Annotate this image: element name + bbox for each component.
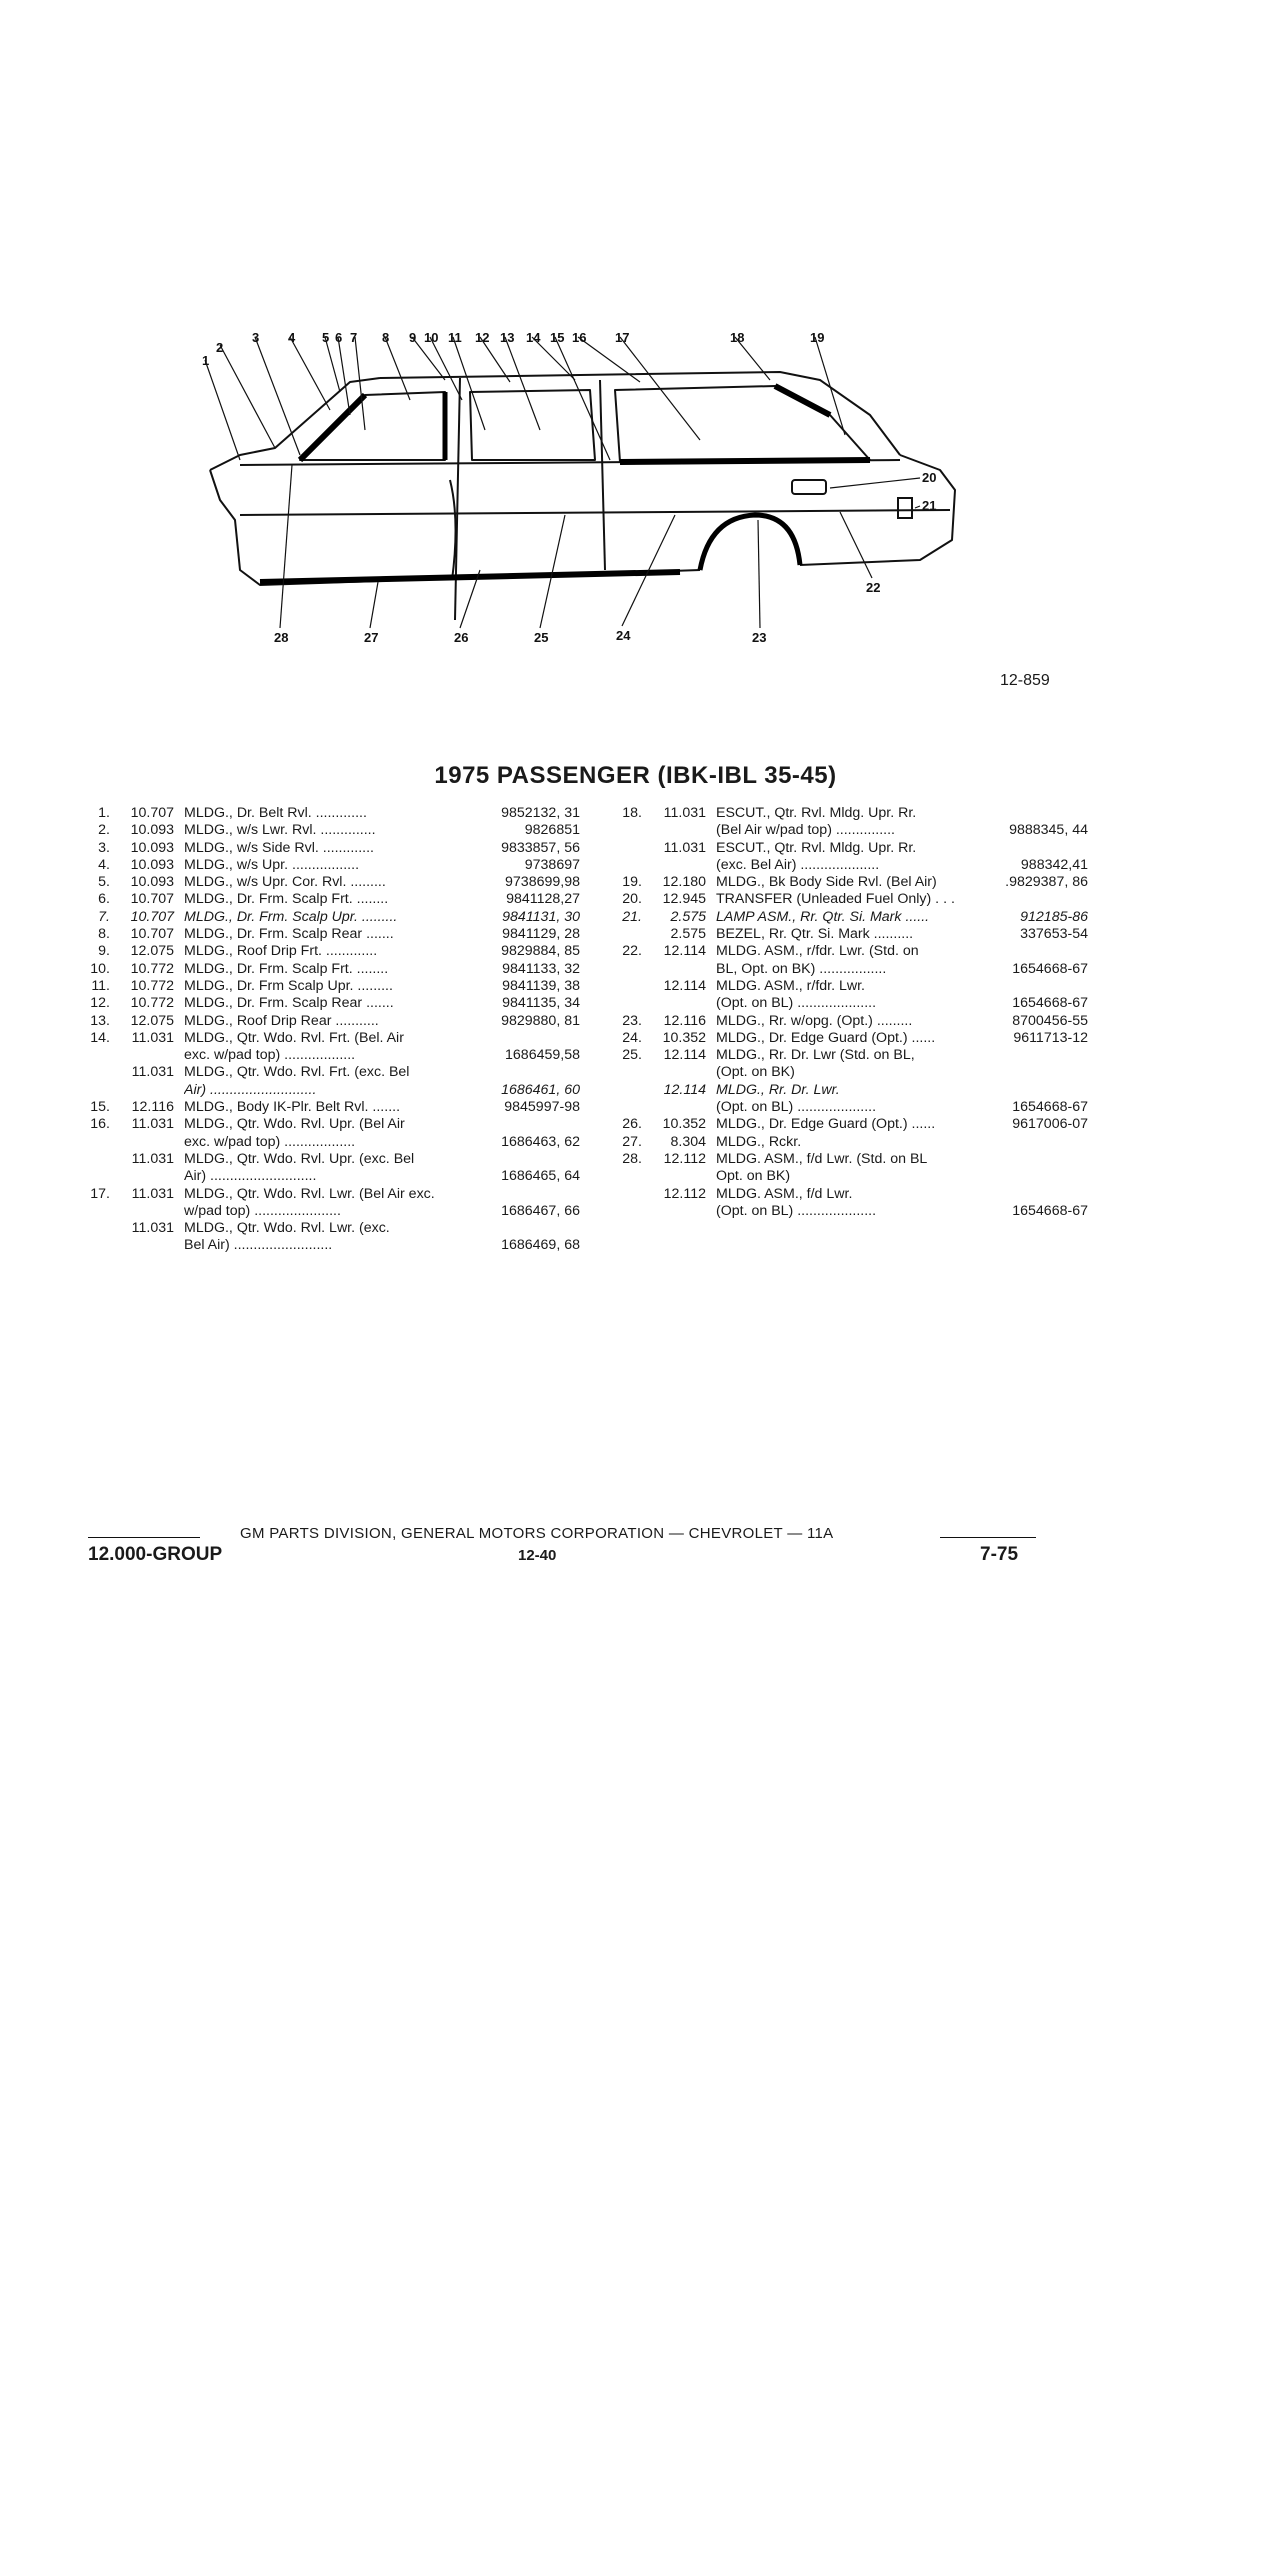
section-heading: 1975 PASSENGER (IBK-IBL 35-45) — [434, 762, 837, 789]
parts-list-entry — [592, 943, 1088, 960]
part-number: 1686459,58 — [505, 1047, 580, 1064]
part-number: 9841129, 28 — [502, 926, 580, 943]
parts-list-entry — [60, 1220, 580, 1237]
part-description: Air) ........................... — [184, 1081, 317, 1098]
group-code: 11.031 — [131, 1220, 174, 1237]
entry-number — [60, 1203, 116, 1220]
callout-1: 1 — [202, 353, 210, 368]
entry-number: 25. — [622, 1047, 642, 1064]
group-code: 2.575 — [670, 908, 706, 925]
group-code: 10.093 — [130, 822, 174, 839]
parts-list-entry — [592, 909, 1088, 926]
group-code — [116, 1237, 184, 1254]
entry-number — [60, 1064, 116, 1081]
part-description: MLDG., Rr. w/opg. (Opt.) ......... — [716, 1012, 913, 1029]
entry-number — [592, 857, 648, 874]
parts-list-entry — [592, 891, 1088, 908]
part-description: MLDG. ASM., r/fdr. Lwr. (Std. on — [716, 943, 919, 960]
group-code: 10.707 — [130, 891, 174, 908]
group-code: 12.075 — [130, 943, 174, 960]
entry-number: 12. — [90, 995, 110, 1012]
parts-list-entry — [592, 995, 1088, 1012]
parts-list-entry — [60, 1203, 580, 1220]
callout-18: 18 — [730, 330, 745, 345]
part-number: 9829884, 85 — [501, 943, 580, 960]
part-description: exc. w/pad top) .................. — [184, 1133, 356, 1150]
part-description: MLDG., Qtr. Wdo. Rvl. Upr. (exc. Bel — [184, 1150, 415, 1167]
part-description: MLDG., Dr. Edge Guard (Opt.) ...... — [716, 1116, 936, 1133]
entry-number — [592, 840, 648, 857]
parts-list-entry — [60, 1168, 580, 1185]
parts-list-entry — [592, 1030, 1088, 1047]
entry-number: 13. — [90, 1012, 110, 1029]
callout-4: 4 — [288, 330, 296, 345]
group-code: 12.180 — [662, 874, 706, 891]
parts-list-entry — [592, 1134, 1088, 1151]
parts-list-right — [592, 805, 1088, 1220]
group-code: 12.114 — [663, 977, 706, 994]
entry-number: 14. — [90, 1029, 110, 1046]
parts-list-entry — [60, 909, 580, 926]
parts-list-entry — [592, 1099, 1088, 1116]
callout-5: 5 — [322, 330, 330, 345]
part-description: MLDG., Qtr. Wdo. Rvl. Frt. (Bel. Air — [184, 1029, 404, 1046]
parts-list-entry — [592, 926, 1088, 943]
part-number: 9841128,27 — [506, 891, 580, 908]
part-number: 9841135, 34 — [502, 995, 580, 1012]
group-code — [648, 995, 716, 1012]
entry-number: 3. — [98, 839, 110, 856]
part-description: MLDG., Bk Body Side Rvl. (Bel Air) — [716, 874, 937, 891]
group-code: 10.707 — [130, 805, 174, 821]
entry-number: 1. — [98, 805, 110, 821]
callout-23: 23 — [752, 630, 767, 645]
group-code: 10.707 — [130, 908, 174, 925]
part-description: MLDG., Qtr. Wdo. Rvl. Lwr. (exc. — [184, 1220, 390, 1237]
part-number: 1654668-67 — [1012, 1202, 1088, 1219]
parts-list-entry — [592, 1168, 1088, 1185]
entry-number: 22. — [622, 943, 642, 960]
callout-26: 26 — [454, 630, 469, 645]
group-code: 11.031 — [131, 1150, 174, 1167]
part-description: w/pad top) ...................... — [184, 1202, 341, 1219]
group-code: 10.093 — [130, 839, 174, 856]
parts-list-entry — [592, 1047, 1088, 1064]
parts-list-entry — [60, 1116, 580, 1133]
parts-list-entry — [592, 1013, 1088, 1030]
footer-rule-left — [88, 1537, 200, 1538]
footer-page-number: 12-40 — [518, 1547, 557, 1564]
entry-number: 18. — [622, 805, 642, 821]
part-description: MLDG., Rr. Dr. Lwr (Std. on BL, — [716, 1047, 915, 1064]
group-code: 8.304 — [670, 1133, 706, 1150]
entry-number: 24. — [622, 1029, 642, 1046]
parts-list-entry — [60, 805, 580, 822]
group-code — [116, 1168, 184, 1185]
footer-group: 12.000-GROUP — [88, 1544, 223, 1565]
parts-list-entry — [60, 1186, 580, 1203]
group-code — [648, 822, 716, 839]
part-description: BL, Opt. on BK) ................. — [716, 960, 887, 977]
part-number: 9617006-07 — [1012, 1116, 1088, 1133]
parts-list-entry — [592, 840, 1088, 857]
part-description: MLDG., Qtr. Wdo. Rvl. Upr. (Bel Air — [184, 1116, 405, 1133]
part-description: (Opt. on BL) .................... — [716, 995, 877, 1012]
part-number: 1654668-67 — [1012, 995, 1088, 1012]
entry-number — [592, 1168, 648, 1185]
callout-10: 10 — [424, 330, 439, 345]
group-code: 2.575 — [670, 926, 706, 943]
group-code: 12.114 — [663, 1081, 706, 1098]
group-code — [648, 1099, 716, 1116]
parts-list-entry — [60, 1064, 580, 1081]
callout-3: 3 — [252, 330, 260, 345]
entry-number: 23. — [622, 1012, 642, 1029]
parts-list-entry — [60, 822, 580, 839]
entry-number — [60, 1168, 116, 1185]
entry-number — [60, 1151, 116, 1168]
figure-id: 12-859 — [1000, 672, 1050, 689]
part-description: MLDG., Body IK-Plr. Belt Rvl. ....... — [184, 1099, 401, 1116]
parts-list-entry — [60, 857, 580, 874]
part-description: MLDG., Dr. Edge Guard (Opt.) ...... — [716, 1029, 936, 1046]
group-code: 10.772 — [130, 977, 174, 994]
parts-list-entry — [592, 822, 1088, 839]
part-number: 9833857, 56 — [501, 839, 580, 856]
part-number: 988342,41 — [1020, 856, 1088, 873]
entry-number: 19. — [622, 874, 642, 891]
callout-12: 12 — [475, 330, 490, 345]
part-description: MLDG., Qtr. Wdo. Rvl. Frt. (exc. Bel — [184, 1064, 410, 1081]
callout-14: 14 — [526, 330, 541, 345]
parts-list-entry — [60, 1134, 580, 1151]
group-code: 10.707 — [130, 926, 174, 943]
entry-number — [592, 822, 648, 839]
callout-19: 19 — [810, 330, 825, 345]
group-code: 11.031 — [663, 805, 706, 821]
moldings-highlight — [260, 386, 870, 582]
part-number: 9738697 — [524, 856, 580, 873]
part-number: 1686469, 68 — [501, 1237, 580, 1254]
parts-list-entry — [60, 1047, 580, 1064]
parts-list-entry — [592, 978, 1088, 995]
group-code — [116, 1082, 184, 1099]
entry-number — [60, 1134, 116, 1151]
callout-17: 17 — [615, 330, 630, 345]
entry-number: 11. — [91, 977, 110, 994]
parts-list-entry — [60, 1082, 580, 1099]
group-code: 12.114 — [663, 943, 706, 960]
part-number: 9829880, 81 — [501, 1012, 580, 1029]
parts-list-entry — [592, 805, 1088, 822]
callout-16: 16 — [572, 330, 587, 345]
entry-number: 20. — [622, 891, 642, 908]
group-code: 12.112 — [663, 1150, 706, 1167]
part-description: exc. w/pad top) .................. — [184, 1047, 356, 1064]
parts-list-entry — [60, 995, 580, 1012]
part-description: MLDG., Roof Drip Rear ........... — [184, 1012, 379, 1029]
entry-number — [592, 961, 648, 978]
part-number: 1654668-67 — [1012, 1099, 1088, 1116]
parts-list-entry — [60, 961, 580, 978]
entry-number — [592, 926, 648, 943]
callout-9: 9 — [409, 330, 417, 345]
part-description: MLDG. ASM., f/d Lwr. (Std. on BL — [716, 1150, 928, 1167]
entry-number: 27. — [622, 1133, 642, 1150]
part-description: MLDG., Dr. Frm. Scalp Frt. ........ — [184, 891, 389, 908]
part-number: 1686463, 62 — [501, 1133, 580, 1150]
parts-list-entry — [592, 1186, 1088, 1203]
group-code: 12.945 — [662, 891, 706, 908]
part-description: MLDG., Dr. Belt Rvl. ............. — [184, 805, 367, 821]
group-code — [648, 1168, 716, 1185]
parts-list-entry — [592, 1082, 1088, 1099]
part-number: 337653-54 — [1020, 926, 1088, 943]
entry-number: 17. — [90, 1185, 110, 1202]
part-number: 9826851 — [524, 822, 580, 839]
entry-number — [592, 1186, 648, 1203]
entry-number: 2. — [98, 822, 110, 839]
callout-7: 7 — [350, 330, 358, 345]
part-description: MLDG., Qtr. Wdo. Rvl. Lwr. (Bel Air exc. — [184, 1185, 435, 1202]
parts-list-entry — [60, 874, 580, 891]
parts-list-entry — [60, 840, 580, 857]
part-number: 9845997-98 — [504, 1099, 580, 1116]
callout-20: 20 — [922, 470, 937, 485]
callout-21: 21 — [922, 498, 937, 513]
entry-number: 28. — [622, 1150, 642, 1167]
part-description: MLDG., Dr. Frm. Scalp Rear ....... — [184, 926, 394, 943]
parts-list-entry — [60, 891, 580, 908]
entry-number — [592, 1203, 648, 1220]
footer-division: GM PARTS DIVISION, GENERAL MOTORS CORPORATION — CHEVROLET — 11A — [240, 1525, 834, 1542]
part-description: MLDG., w/s Upr. ................. — [184, 856, 360, 873]
part-number: 9611713-12 — [1013, 1029, 1088, 1046]
group-code — [116, 1203, 184, 1220]
part-description: MLDG., Rr. Dr. Lwr. — [716, 1081, 840, 1098]
part-description: Opt. on BK) — [716, 1168, 791, 1185]
entry-number: 15. — [90, 1099, 110, 1116]
callout-24: 24 — [616, 628, 631, 643]
parts-list-entry — [592, 874, 1088, 891]
parts-list-entry — [592, 857, 1088, 874]
parts-list-entry — [592, 1203, 1088, 1220]
group-code: 12.075 — [130, 1012, 174, 1029]
entry-number: 6. — [98, 891, 110, 908]
part-number: 8700456-55 — [1012, 1012, 1088, 1029]
entry-number — [60, 1220, 116, 1237]
callout-27: 27 — [364, 630, 379, 645]
part-description: MLDG., Dr. Frm. Scalp Rear ....... — [184, 995, 394, 1012]
group-code: 11.031 — [131, 1029, 174, 1046]
group-code: 11.031 — [131, 1064, 174, 1081]
part-description: MLDG., Dr. Frm. Scalp Upr. ......... — [184, 908, 398, 925]
part-description: BEZEL, Rr. Qtr. Si. Mark .......... — [716, 926, 914, 943]
part-description: ESCUT., Qtr. Rvl. Mldg. Upr. Rr. — [716, 839, 917, 856]
part-description: MLDG., Roof Drip Frt. ............. — [184, 943, 378, 960]
part-description: MLDG. ASM., r/fdr. Lwr. — [716, 977, 866, 994]
entry-number: 16. — [90, 1116, 110, 1133]
part-description: (Bel Air w/pad top) ............... — [716, 822, 895, 839]
part-number: 1686461, 60 — [501, 1081, 580, 1098]
part-description: ESCUT., Qtr. Rvl. Mldg. Upr. Rr. — [716, 805, 917, 821]
part-description: MLDG., Dr. Frm. Scalp Frt. ........ — [184, 960, 389, 977]
part-number: 9888345, 44 — [1009, 822, 1088, 839]
part-number: 9852132, 31 — [501, 805, 580, 821]
entry-number: 10. — [90, 960, 110, 977]
part-number: 9841131, 30 — [502, 908, 580, 925]
part-description: LAMP ASM., Rr. Qtr. Si. Mark ...... — [716, 908, 930, 925]
group-code: 12.114 — [663, 1047, 706, 1064]
group-code: 12.112 — [663, 1185, 706, 1202]
parts-list-entry — [592, 1151, 1088, 1168]
group-code: 11.031 — [131, 1116, 174, 1133]
group-code: 10.093 — [130, 856, 174, 873]
parts-list-entry — [60, 1013, 580, 1030]
group-code — [648, 961, 716, 978]
callout-25: 25 — [534, 630, 549, 645]
group-code: 11.031 — [131, 1185, 174, 1202]
callout-8: 8 — [382, 330, 390, 345]
entry-number: 7. — [98, 908, 110, 925]
part-number: 1686465, 64 — [501, 1168, 580, 1185]
entry-number — [592, 995, 648, 1012]
entry-number: 26. — [622, 1116, 642, 1133]
part-description: MLDG. ASM., f/d Lwr. — [716, 1185, 853, 1202]
footer-rule-right — [940, 1537, 1036, 1538]
part-number: 9841133, 32 — [502, 960, 580, 977]
side-marker-lamp — [898, 498, 912, 518]
parts-list-entry — [60, 1099, 580, 1116]
body-moldings-diagram — [180, 320, 1100, 680]
entry-number — [592, 1082, 648, 1099]
part-description: MLDG., Dr. Frm Scalp Upr. ......... — [184, 977, 393, 994]
part-description: Air) ........................... — [184, 1168, 317, 1185]
parts-list-left — [60, 805, 580, 1255]
parts-list-entry — [60, 1030, 580, 1047]
part-description: (exc. Bel Air) .................... — [716, 856, 880, 873]
callout-28: 28 — [274, 630, 289, 645]
group-code: 10.772 — [130, 960, 174, 977]
parts-list-entry — [60, 926, 580, 943]
parts-list-entry — [592, 1116, 1088, 1133]
entry-number: 5. — [98, 874, 110, 891]
entry-number — [60, 1047, 116, 1064]
callout-leaders — [205, 337, 920, 628]
part-description: Bel Air) ......................... — [184, 1237, 333, 1254]
entry-number: 21. — [622, 908, 642, 925]
callout-22: 22 — [866, 580, 881, 595]
part-number: 1654668-67 — [1012, 960, 1088, 977]
part-description: (Opt. on BL) .................... — [716, 1202, 877, 1219]
part-number: 9841139, 38 — [502, 977, 580, 994]
part-description: MLDG., w/s Side Rvl. ............. — [184, 839, 374, 856]
part-description: (Opt. on BL) .................... — [716, 1099, 877, 1116]
entry-number — [60, 1237, 116, 1254]
group-code — [116, 1134, 184, 1151]
entry-number: 8. — [98, 926, 110, 943]
callout-11: 11 — [448, 330, 462, 345]
part-description: MLDG., Rckr. — [716, 1133, 802, 1150]
callout-6: 6 — [335, 330, 343, 345]
part-number: .9829387, 86 — [1005, 874, 1088, 891]
part-description: (Opt. on BK) — [716, 1064, 795, 1081]
part-description: MLDG., w/s Lwr. Rvl. .............. — [184, 822, 376, 839]
group-code: 10.352 — [662, 1029, 706, 1046]
parts-list-entry — [60, 943, 580, 960]
part-description: TRANSFER (Unleaded Fuel Only) . . . — [716, 891, 955, 908]
group-code — [648, 857, 716, 874]
entry-number: 4. — [98, 856, 110, 873]
entry-number — [60, 1082, 116, 1099]
parts-list-entry — [60, 1151, 580, 1168]
group-code: 10.093 — [130, 874, 174, 891]
callout-13: 13 — [500, 330, 515, 345]
group-code — [648, 1064, 716, 1081]
part-description: MLDG., w/s Upr. Cor. Rvl. ......... — [184, 874, 386, 891]
part-number: 1686467, 66 — [501, 1202, 580, 1219]
entry-number — [592, 978, 648, 995]
fuel-transfer-mark — [792, 480, 826, 494]
entry-number — [592, 1099, 648, 1116]
entry-number: 9. — [98, 943, 110, 960]
callout-2: 2 — [216, 340, 224, 355]
group-code: 10.352 — [662, 1116, 706, 1133]
parts-list-entry — [60, 1237, 580, 1254]
group-code: 12.116 — [663, 1012, 706, 1029]
group-code: 10.772 — [130, 995, 174, 1012]
group-code: 12.116 — [131, 1099, 174, 1116]
group-code — [116, 1047, 184, 1064]
footer-date: 7-75 — [980, 1544, 1019, 1565]
parts-list-entry — [592, 961, 1088, 978]
callout-15: 15 — [550, 330, 565, 345]
part-number: 9738699,98 — [505, 874, 580, 891]
part-number: 912185-86 — [1020, 908, 1088, 925]
group-code — [648, 1203, 716, 1220]
parts-list-entry — [592, 1064, 1088, 1081]
group-code: 11.031 — [663, 839, 706, 856]
entry-number — [592, 1064, 648, 1081]
parts-list-entry — [60, 978, 580, 995]
